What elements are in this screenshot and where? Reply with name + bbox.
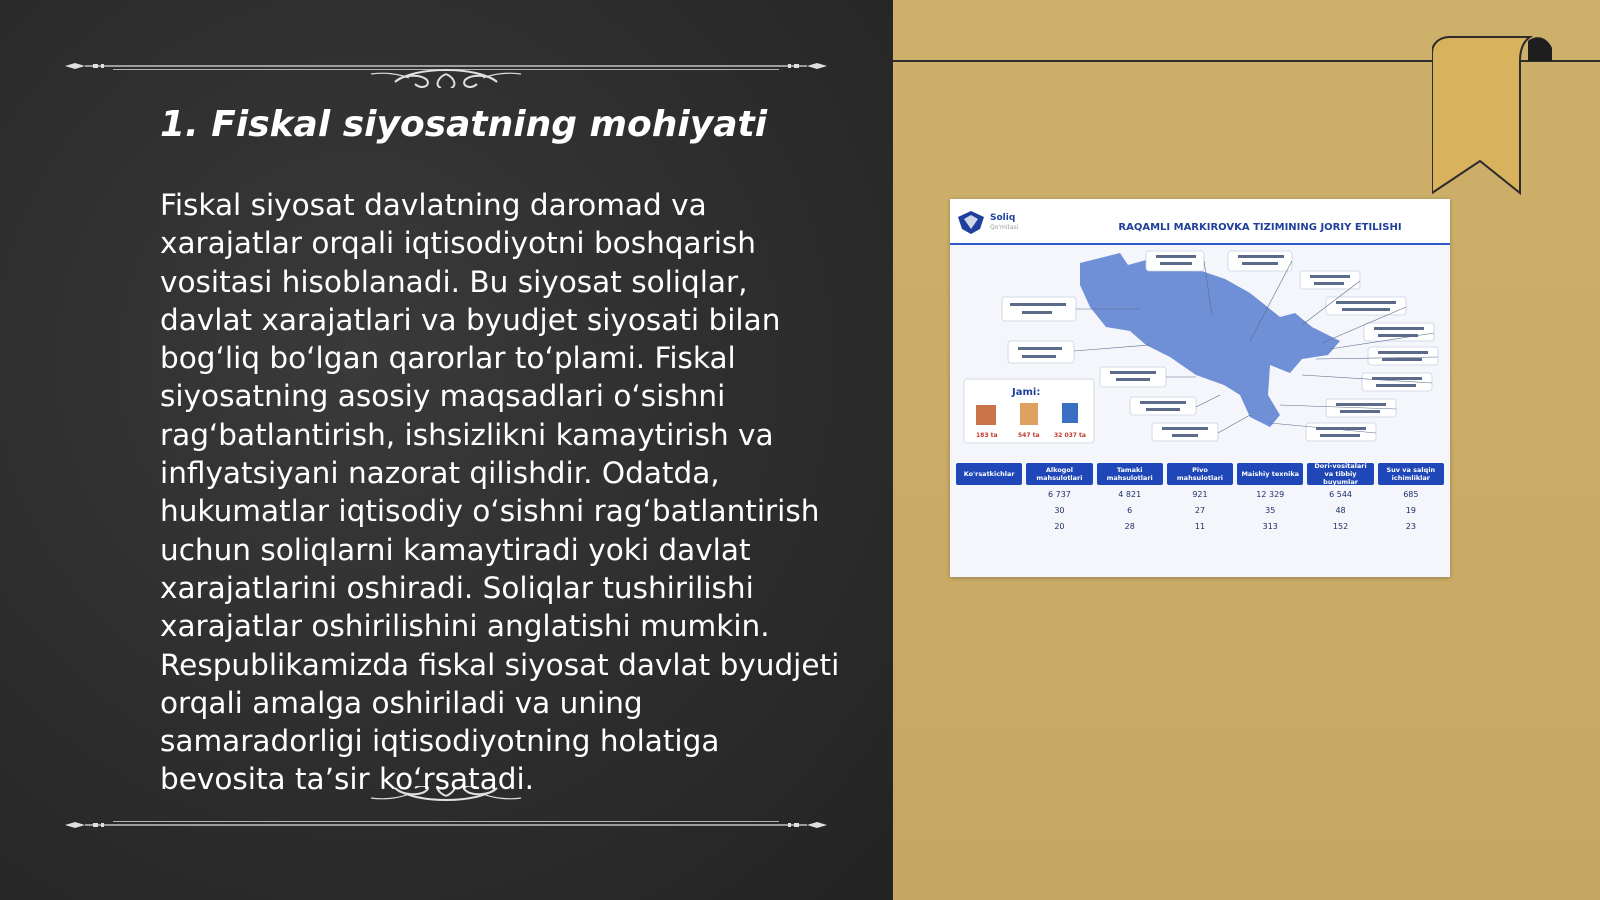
table-cell: 28	[1124, 522, 1135, 531]
uzbekistan-map	[950, 245, 1450, 463]
table-cell: 48	[1335, 506, 1346, 515]
table-cell: 12 329	[1256, 490, 1285, 499]
factory-icon	[976, 405, 996, 425]
jami-label: Jami:	[1012, 387, 1041, 398]
table-cell: 921	[1192, 490, 1208, 499]
table-header: Maishiy texnika	[1237, 463, 1303, 485]
table-cell: 30	[1054, 506, 1065, 515]
table-cell: 685	[1403, 490, 1419, 499]
table-cell: 23	[1405, 522, 1416, 531]
table-cell	[956, 505, 1022, 517]
infographic-header	[950, 199, 1450, 245]
bookmark-ribbon-icon	[1432, 33, 1552, 203]
table-header: Alkogol mahsulotlari	[1026, 463, 1092, 485]
slide-body-text: Fiskal siyosat davlatning daromad va xarajatlar orqali iqtisodiyotni boshqarish vositasi hisoblanadi. Bu siyosat soliqlar, davlat xarajatlari va byudjet siyosati bilan bog‘liq bo‘lgan qarorlar to‘plami. Fiskal siyosatning asosiy maqsadlari o‘sishni rag‘batlantirish, ishsizlikni kamaytirish va inflyatsiyani nazorat qilishdir. Odatda, hukumatlar iqtisodiy o‘sishni rag‘batlantirish uchun soliqlarni kamaytiradi yoki davlat xarajatlarini oshiradi. Soliqlar tushirilishi xarajatlar oshirilishini anglatishi mumkin. Respublikamizda fiskal siyosat davlat byudjeti orqali amalga oshiriladi va uning samaradorligi iqtisodiyotning holatiga bevosita ta’sir ko‘rsatadi.	[160, 188, 840, 797]
top-ornament	[65, 44, 827, 88]
table-header: Tamaki mahsulotlari	[1097, 463, 1163, 485]
table-row	[956, 521, 1444, 533]
table-cell: 19	[1405, 506, 1416, 515]
infographic-table	[956, 463, 1444, 533]
table-row	[956, 505, 1444, 517]
soliq-logo-icon	[956, 209, 986, 235]
jami-value: 32 037 ta	[1054, 432, 1086, 439]
table-header: Ko'rsatkichlar	[956, 463, 1022, 485]
table-header: Dori-vositalari va tibbiy buyumlar	[1307, 463, 1373, 485]
jami-value: 183 ta	[976, 432, 998, 439]
table-header: Suv va salqin ichimliklar	[1378, 463, 1444, 485]
table-cell: 4 821	[1118, 490, 1142, 499]
logo-text: Soliq	[990, 213, 1016, 223]
table-row	[956, 489, 1444, 501]
table-header: Pivo mahsulotlari	[1167, 463, 1233, 485]
jami-value: 547 ta	[1018, 432, 1040, 439]
table-cell: 27	[1194, 506, 1206, 515]
infographic-title: RAQAMLI MARKIROVKA TIZIMINING JORIY ETILISHI	[1118, 222, 1402, 233]
table-cell: 152	[1332, 522, 1349, 531]
table-cell	[956, 521, 1022, 533]
jami-icons	[976, 403, 1078, 425]
table-cell: 11	[1194, 522, 1206, 531]
table-cell: 6	[1127, 506, 1133, 515]
table-cell	[956, 489, 1022, 501]
table-cell: 35	[1265, 506, 1276, 515]
package-icon	[1062, 403, 1078, 423]
box-icon	[1020, 403, 1038, 425]
infographic-image	[950, 199, 1450, 577]
table-cell: 6 544	[1329, 490, 1352, 499]
logo-subtext: Qo'mitasi	[990, 224, 1019, 231]
table-cell: 20	[1054, 522, 1065, 531]
table-cell: 6 737	[1047, 490, 1071, 499]
table-cell: 313	[1262, 522, 1278, 531]
slide-title: 1. Fiskal siyosatning mohiyati	[160, 104, 768, 145]
